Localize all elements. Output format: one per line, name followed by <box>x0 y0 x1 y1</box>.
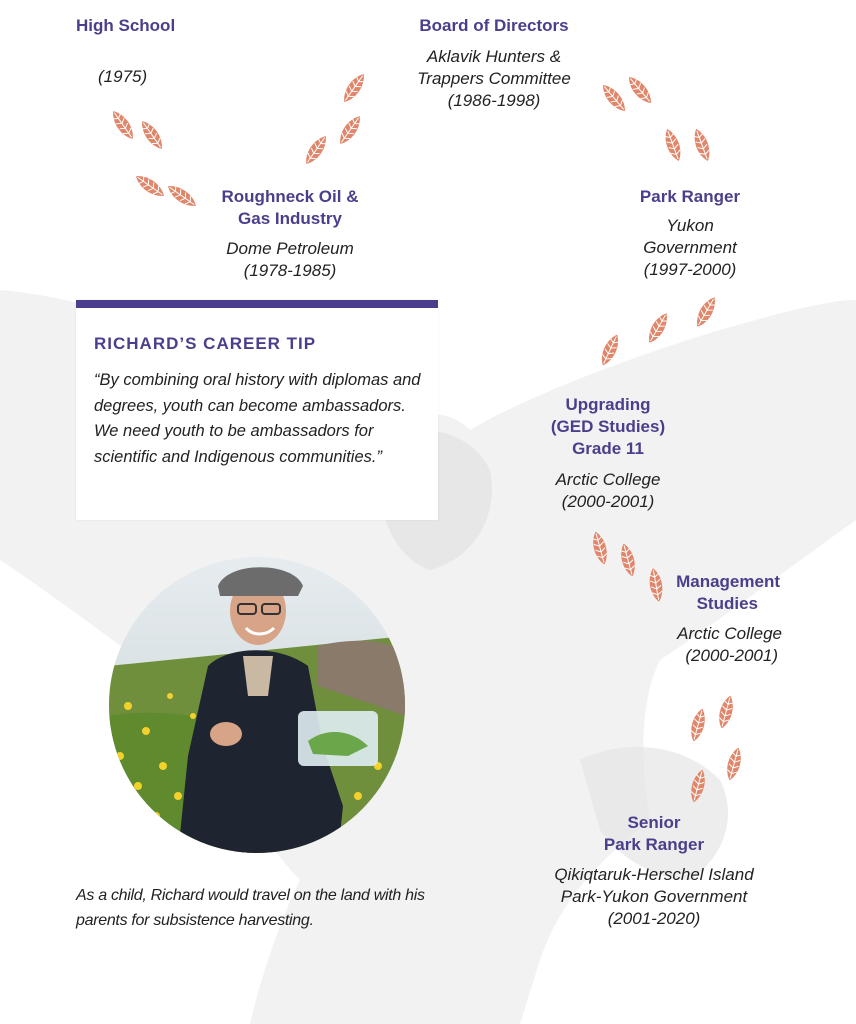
management-title-2: Studies <box>696 594 758 613</box>
senior-detail-3: (2001-2020) <box>607 909 701 928</box>
senior-detail-2: Park-Yukon Government <box>560 887 748 906</box>
park-ranger-detail-3: (1997-2000) <box>643 260 737 279</box>
roughneck-detail-1: Dome Petroleum <box>226 239 354 258</box>
senior-detail-1: Qikiqtaruk-Herschel Island <box>554 865 754 884</box>
board-detail-1: Aklavik Hunters & <box>426 47 562 66</box>
board-detail-3: (1986-1998) <box>447 91 541 110</box>
management-detail-2: (2000-2001) <box>685 646 778 665</box>
career-tip-heading: RICHARD’S CAREER TIP <box>94 334 317 353</box>
board-title: Board of Directors <box>419 16 569 35</box>
management-title-1: Management <box>676 572 780 591</box>
portrait-photo-icon <box>108 556 406 854</box>
roughneck-title-1: Roughneck Oil & <box>221 187 359 206</box>
career-tip-quote: “By combining oral history with diplomas and degrees, youth can become ambassadors. We need youth to be ambassadors for scientific and Indigenous communities.” <box>94 371 421 466</box>
feather-leaf-icon <box>134 115 170 155</box>
roughneck-detail-2: (1978-1985) <box>243 261 337 280</box>
roughneck-title-2: Gas Industry <box>238 209 342 228</box>
board-detail-2: Trappers Committee <box>417 69 571 88</box>
feather-leaf-icon <box>336 68 372 108</box>
feather-leaf-icon <box>298 130 334 170</box>
feather-leaf-icon <box>688 292 724 332</box>
feather-leaf-icon <box>592 330 628 370</box>
upgrading-title-3: Grade 11 <box>572 439 644 458</box>
park-ranger-title: Park Ranger <box>639 187 741 206</box>
photo-caption: As a child, Richard would travel on the land with his parents for subsistence harvesting. <box>76 887 425 929</box>
feather-leaf-icon <box>716 744 752 784</box>
high-school-title: High School <box>76 16 176 35</box>
park-ranger-detail-1: Yukon <box>666 216 714 235</box>
feather-leaf-icon <box>622 70 658 110</box>
management-detail-1: Arctic College <box>677 624 782 643</box>
feather-leaf-icon <box>640 308 676 348</box>
upgrading-title-2: (GED Studies) <box>550 417 666 436</box>
high-school-year: (1975) <box>98 67 148 86</box>
upgrading-detail-1: Arctic College <box>555 470 661 489</box>
feather-leaf-icon <box>680 766 716 806</box>
upgrading-detail-2: (2000-2001) <box>561 492 655 511</box>
feather-leaf-icon <box>708 692 744 732</box>
park-ranger-detail-2: Government <box>643 238 737 257</box>
senior-title-2: Park Ranger <box>603 835 705 854</box>
senior-title-1: Senior <box>627 813 681 832</box>
upgrading-title-1: Upgrading <box>565 395 651 414</box>
feather-leaf-icon <box>684 125 720 165</box>
career-tip-box <box>76 300 438 520</box>
feather-leaf-icon <box>332 110 368 150</box>
